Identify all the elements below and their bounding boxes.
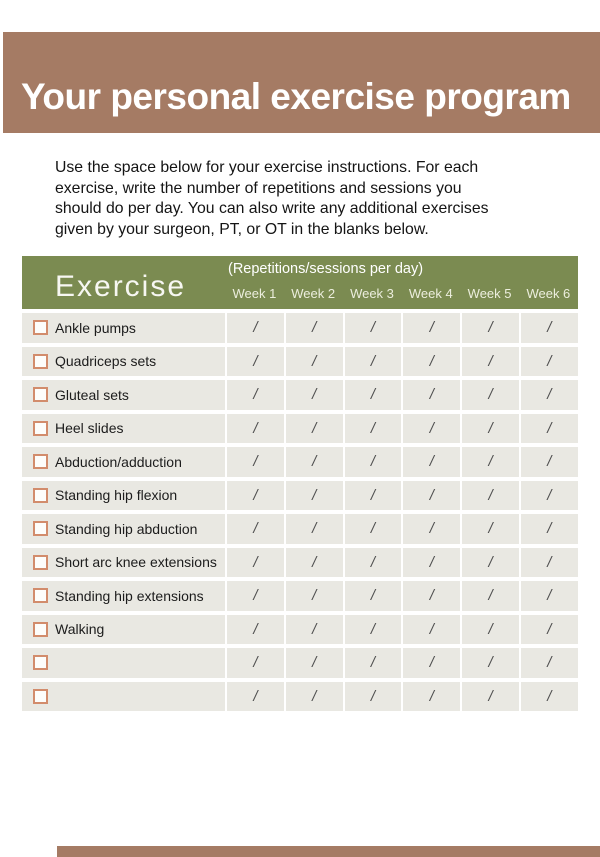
reps-sessions-slash: / (253, 687, 258, 705)
exercise-label: Standing hip abduction (55, 520, 198, 537)
reps-sessions-slash: / (429, 587, 434, 605)
exercise-label: Standing hip extensions (55, 587, 204, 604)
week-entry-cell[interactable] (403, 414, 460, 444)
exercise-checkbox[interactable] (33, 622, 48, 637)
week-entry-cell[interactable] (286, 447, 343, 477)
exercise-column-header-cell (22, 256, 225, 309)
week-entry-cell[interactable] (403, 514, 460, 544)
week-entry-cell[interactable] (403, 347, 460, 377)
exercise-label-cell (22, 514, 225, 544)
exercise-column-header: Exercise (55, 270, 187, 303)
week-entry-cell[interactable] (345, 347, 402, 377)
week-entry-cell[interactable] (521, 648, 578, 678)
week-entry-cell[interactable] (227, 648, 284, 678)
week-entry-cell[interactable] (227, 548, 284, 578)
reps-sessions-slash: / (370, 687, 376, 705)
reps-sessions-slash: / (547, 620, 552, 638)
week-entry-cell[interactable] (227, 447, 284, 477)
table-row (22, 414, 578, 444)
exercise-label-cell (22, 347, 225, 377)
reps-sessions-slash: / (547, 553, 552, 571)
reps-sessions-slash: / (488, 553, 493, 571)
reps-sessions-slash: / (488, 453, 493, 471)
reps-sessions-slash: / (547, 654, 552, 672)
intro-line: exercise, write the number of repetitions and sessions you (55, 179, 462, 197)
week-entry-cell[interactable] (462, 514, 519, 544)
week-entry-cell[interactable] (345, 548, 402, 578)
reps-sessions-slash: / (429, 654, 434, 672)
week-entry-cell[interactable] (345, 380, 402, 410)
week-entry-cell[interactable] (286, 581, 343, 611)
exercise-label-cell (22, 447, 225, 477)
table-row (22, 313, 578, 343)
week-entry-cell[interactable] (345, 615, 402, 645)
week-entry-cell[interactable] (403, 548, 460, 578)
reps-sessions-slash: / (253, 486, 258, 504)
week-entry-cell[interactable] (462, 481, 519, 511)
week-entry-cell[interactable] (521, 615, 578, 645)
reps-sessions-slash: / (547, 587, 552, 605)
week-entry-cell[interactable] (345, 514, 402, 544)
exercise-label: Standing hip flexion (55, 487, 178, 504)
intro-paragraph (55, 158, 555, 240)
week-entry-cell[interactable] (403, 648, 460, 678)
reps-sessions-slash: / (253, 553, 258, 571)
reps-sessions-slash: / (429, 520, 434, 538)
week-entry-cell[interactable] (403, 682, 460, 712)
week-entry-cell[interactable] (521, 313, 578, 343)
reps-sessions-slash: / (429, 386, 434, 404)
exercise-label: Heel slides (55, 420, 124, 437)
reps-sessions-slash: / (253, 386, 258, 404)
exercise-checkbox[interactable] (33, 320, 48, 335)
exercise-checkbox[interactable] (33, 387, 48, 402)
week-entry-cell[interactable] (345, 447, 402, 477)
weeks-header-group (225, 256, 578, 309)
reps-sessions-slash: / (312, 587, 317, 605)
week-entry-cell[interactable] (227, 615, 284, 645)
exercise-checkbox[interactable] (33, 488, 48, 503)
reps-sessions-slash: / (312, 453, 317, 471)
exercise-label: Gluteal sets (55, 386, 129, 403)
table-body (22, 313, 578, 711)
exercise-table (22, 256, 578, 711)
reps-sessions-slash: / (312, 687, 317, 705)
reps-sessions-slash: / (488, 352, 493, 370)
exercise-label-cell (22, 380, 225, 410)
week-entry-cell[interactable] (227, 481, 284, 511)
table-row (22, 615, 578, 645)
week-entry-cell[interactable] (403, 313, 460, 343)
week-entry-cell[interactable] (345, 414, 402, 444)
week-header-row (225, 286, 578, 301)
reps-sessions-slash: / (312, 654, 317, 672)
reps-sessions-slash: / (429, 453, 434, 471)
week-entry-cell[interactable] (345, 581, 402, 611)
week-entry-cell[interactable] (521, 414, 578, 444)
reps-sessions-slash: / (488, 687, 493, 705)
page-title: Your personal exercise program (21, 76, 571, 117)
table-header (22, 256, 578, 309)
week-entry-cell[interactable] (286, 682, 343, 712)
reps-sessions-slash: / (253, 319, 258, 337)
week-entry-cell[interactable] (345, 682, 402, 712)
exercise-label-cell (22, 648, 225, 678)
reps-sessions-slash: / (429, 553, 434, 571)
reps-sessions-slash: / (547, 386, 552, 404)
week-entry-cell[interactable] (227, 380, 284, 410)
reps-sessions-slash: / (547, 319, 552, 337)
week-header: Week 3 (350, 286, 394, 301)
reps-sessions-slash: / (429, 620, 434, 638)
reps-sessions-slash: / (429, 486, 434, 504)
exercise-checkbox[interactable] (33, 521, 48, 536)
reps-sessions-slash: / (488, 520, 493, 538)
exercise-label-cell (22, 615, 225, 645)
exercise-checkbox[interactable] (33, 655, 48, 670)
exercise-label-cell (22, 548, 225, 578)
week-entry-cell[interactable] (286, 548, 343, 578)
week-entry-cell[interactable] (286, 380, 343, 410)
table-row (22, 682, 578, 712)
week-entry-cell[interactable] (227, 313, 284, 343)
reps-sessions-slash: / (370, 486, 376, 504)
reps-sessions-slash: / (488, 486, 493, 504)
week-entry-cell[interactable] (521, 514, 578, 544)
reps-sessions-slash: / (253, 352, 258, 370)
week-entry-cell[interactable] (345, 648, 402, 678)
reps-sessions-slash: / (547, 419, 552, 437)
exercise-label-cell (22, 313, 225, 343)
week-entry-cell[interactable] (403, 447, 460, 477)
week-entry-cell[interactable] (286, 615, 343, 645)
week-entry-cell[interactable] (227, 682, 284, 712)
reps-sessions-slash: / (253, 587, 258, 605)
intro-line: Use the space below for your exercise instructions. For each (55, 159, 479, 176)
week-entry-cell[interactable] (462, 313, 519, 343)
reps-sessions-slash: / (488, 620, 493, 638)
reps-sessions-slash: / (312, 553, 317, 571)
week-entry-cell[interactable] (403, 615, 460, 645)
table-row (22, 514, 578, 544)
table-row (22, 347, 578, 377)
reps-sessions-slash: / (370, 319, 376, 337)
reps-sessions-slash: / (547, 687, 552, 705)
reps-sessions-slash: / (312, 486, 317, 504)
reps-sessions-slash: / (370, 553, 376, 571)
reps-sessions-slash: / (547, 352, 552, 370)
reps-sessions-slash: / (370, 352, 376, 370)
week-entry-cell[interactable] (462, 615, 519, 645)
intro-line: should do per day. You can also write any additional exercises (55, 200, 489, 217)
reps-sessions-slash: / (547, 453, 552, 471)
reps-sessions-slash: / (370, 520, 376, 538)
intro-line: given by your surgeon, PT, or OT in the blanks below. (55, 220, 429, 238)
reps-sessions-slash: / (370, 654, 376, 672)
reps-sessions-slash: / (253, 620, 258, 638)
reps-sessions-slash: / (312, 620, 317, 638)
reps-sessions-slash: / (253, 453, 258, 471)
week-entry-cell[interactable] (403, 380, 460, 410)
week-entry-cell[interactable] (462, 380, 519, 410)
week-entry-cell[interactable] (286, 648, 343, 678)
exercise-label-cell (22, 682, 225, 712)
reps-sessions-slash: / (488, 386, 493, 404)
week-entry-cell[interactable] (227, 347, 284, 377)
reps-sessions-slash: / (547, 486, 552, 504)
week-entry-cell[interactable] (521, 447, 578, 477)
reps-sessions-slash: / (312, 419, 317, 437)
reps-sessions-slash: / (370, 620, 376, 638)
exercise-checkbox[interactable] (33, 588, 48, 603)
table-row (22, 481, 578, 511)
reps-sessions-slash: / (429, 687, 434, 705)
reps-sessions-slash: / (488, 654, 493, 672)
week-entry-cell[interactable] (462, 447, 519, 477)
table-row (22, 447, 578, 477)
reps-sessions-slash: / (370, 386, 376, 404)
exercise-label: Abduction/adduction (55, 453, 182, 470)
exercise-label: Short arc knee extensions (55, 554, 217, 571)
week-entry-cell[interactable] (521, 347, 578, 377)
table-row (22, 581, 578, 611)
reps-sessions-slash: / (488, 419, 493, 437)
week-entry-cell[interactable] (227, 514, 284, 544)
week-entry-cell[interactable] (462, 414, 519, 444)
exercise-checkbox[interactable] (33, 354, 48, 369)
week-entry-cell[interactable] (286, 481, 343, 511)
reps-sessions-slash: / (312, 386, 317, 404)
week-entry-cell[interactable] (403, 481, 460, 511)
exercise-label: Quadriceps sets (55, 353, 157, 370)
exercise-label: Ankle pumps (55, 319, 136, 336)
exercise-label-cell (22, 481, 225, 511)
reps-sessions-slash: / (370, 419, 376, 437)
exercise-checkbox[interactable] (33, 555, 48, 570)
week-entry-cell[interactable] (521, 548, 578, 578)
week-entry-cell[interactable] (286, 313, 343, 343)
exercise-checkbox[interactable] (33, 421, 48, 436)
week-entry-cell[interactable] (521, 380, 578, 410)
week-entry-cell[interactable] (227, 581, 284, 611)
header-bar (3, 32, 600, 133)
week-header: Week 2 (291, 286, 336, 301)
reps-sessions-slash: / (429, 319, 434, 337)
week-entry-cell[interactable] (521, 481, 578, 511)
reps-sessions-slash: / (312, 319, 317, 337)
week-entry-cell[interactable] (462, 347, 519, 377)
week-entry-cell[interactable] (462, 548, 519, 578)
week-entry-cell[interactable] (462, 648, 519, 678)
reps-per-day-header: (Repetitions/sessions per day) (228, 261, 424, 277)
footer-bar (57, 846, 600, 857)
exercise-label-cell (22, 581, 225, 611)
week-entry-cell[interactable] (345, 313, 402, 343)
reps-sessions-slash: / (429, 419, 434, 437)
reps-sessions-slash: / (312, 520, 317, 538)
reps-sessions-slash: / (253, 654, 258, 672)
reps-sessions-slash: / (547, 520, 552, 538)
week-entry-cell[interactable] (286, 347, 343, 377)
week-entry-cell[interactable] (462, 581, 519, 611)
week-entry-cell[interactable] (403, 581, 460, 611)
reps-sessions-slash: / (429, 352, 434, 370)
week-header: Week 1 (232, 286, 277, 301)
reps-sessions-slash: / (370, 453, 376, 471)
exercise-checkbox[interactable] (33, 689, 48, 704)
exercise-checkbox[interactable] (33, 454, 48, 469)
reps-sessions-slash: / (253, 520, 258, 538)
reps-sessions-slash: / (253, 419, 258, 437)
table-row (22, 648, 578, 678)
reps-sessions-slash: / (312, 352, 317, 370)
week-header: Week 4 (408, 286, 453, 301)
week-entry-cell[interactable] (521, 682, 578, 712)
week-entry-cell[interactable] (286, 514, 343, 544)
week-entry-cell[interactable] (345, 481, 402, 511)
exercise-label-cell (22, 414, 225, 444)
reps-sessions-slash: / (370, 587, 376, 605)
week-entry-cell[interactable] (227, 414, 284, 444)
week-entry-cell[interactable] (286, 414, 343, 444)
week-header: Week 6 (526, 286, 571, 301)
reps-sessions-slash: / (488, 587, 493, 605)
week-entry-cell[interactable] (462, 682, 519, 712)
reps-sessions-slash: / (488, 319, 493, 337)
exercise-label: Walking (55, 621, 105, 638)
week-entry-cell[interactable] (521, 581, 578, 611)
table-row (22, 380, 578, 410)
table-row (22, 548, 578, 578)
week-header: Week 5 (467, 286, 512, 301)
